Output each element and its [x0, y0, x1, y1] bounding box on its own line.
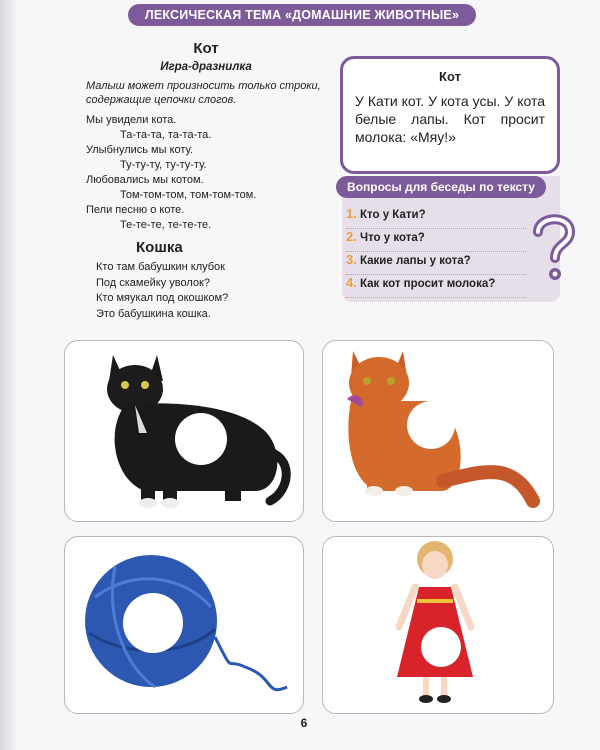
poem2-line: Это бабушкина кошка. [96, 307, 211, 320]
poem-line: Пели песню о коте. [86, 204, 185, 216]
page-spine-shadow [0, 0, 18, 750]
poem-line: Улыбнулись мы коту. [86, 144, 194, 156]
story-text: У Кати кот. У кота усы. У кота белые лапы. Кот просит молока: «Мяу!» [355, 93, 545, 145]
question-number: 1. [346, 206, 357, 221]
poem-title: Кот [193, 40, 219, 57]
poem-subtitle: Игра-дразнилка [160, 61, 252, 73]
yarn-ball-icon [65, 537, 303, 713]
picture-girl [322, 536, 554, 714]
question-item [346, 229, 526, 252]
question-item [346, 206, 526, 229]
poem-line: Любовались мы котом. [86, 174, 204, 186]
picture-yarn-ball [64, 536, 304, 714]
story-title: Кот [439, 69, 461, 84]
questions-list [346, 206, 526, 298]
left-column [86, 40, 326, 322]
poem-line: Та-та-та, та-та-та. [120, 129, 212, 141]
poem-line: Мы увидели кота. [86, 114, 177, 126]
picture-ginger-cat [322, 340, 554, 522]
poem2-line: Кто мяукал под окошком? [96, 292, 229, 304]
black-cat-icon [65, 341, 303, 521]
poem2-line: Под скамейку уволок? [96, 276, 210, 289]
question-number: 2. [346, 229, 357, 244]
poem-line: Ту-ту-ту, ту-ту-ту. [120, 159, 207, 171]
poem-line: Те-те-те, те-те-те. [120, 219, 212, 231]
poem2-line: Кто там бабушкин клубок [96, 261, 225, 273]
question-text: Как кот просит молока? [360, 278, 496, 290]
question-item [346, 252, 526, 275]
poem2-title: Кошка [136, 239, 183, 256]
picture-black-cat [64, 340, 304, 522]
question-text: Что у кота? [360, 232, 425, 244]
question-number: 4. [346, 275, 357, 290]
girl-icon [323, 537, 553, 713]
question-item [346, 275, 526, 298]
poem-kot [86, 113, 326, 233]
questions-header: Вопросы для беседы по тексту [336, 176, 546, 198]
question-text: Кто у Кати? [360, 209, 426, 221]
question-text: Какие лапы у кота? [360, 255, 471, 267]
poem-koshka [86, 260, 326, 322]
question-number: 3. [346, 252, 357, 267]
question-mark-icon [528, 212, 578, 284]
poem-line: Том-том-том, том-том-том. [120, 189, 257, 201]
ginger-cat-icon [323, 341, 553, 521]
poem-note: Малыш может произносить только строки, содержащие цепочки слогов. [86, 80, 321, 106]
page-number: 6 [300, 716, 308, 730]
story-card [340, 56, 560, 174]
lexical-topic-banner: ЛЕКСИЧЕСКАЯ ТЕМА «ДОМАШНИЕ ЖИВОТНЫЕ» [128, 4, 476, 26]
